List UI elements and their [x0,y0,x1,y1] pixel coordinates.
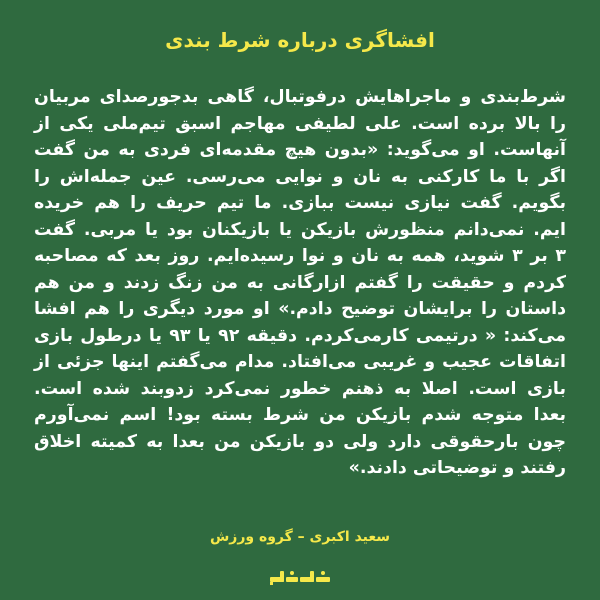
author-credit: سعید اکبری – گروه ورزش [209,529,391,545]
body-line: بازی است. اصلا به ذهنم خطور نمی‌کرد زدوبند شده است. [34,378,566,399]
body-line: ۳ بر ۳ شوید، همه به نان و نوا رسیده‌ایم. روز بعد که مصاحبه [34,246,566,266]
body-line: شرط‌بندی و ماجراهایش درفوتبال، گاهی بدجورصدای مربیان [34,87,566,107]
body-line: بگویم. گفت نیازی نیست ببازی. ما تیم حریف را هم خریده [34,193,566,213]
body-line: را بالا برده است. علی لطیفی مهاجم اسبق تیم‌ملی یکی از [34,113,566,134]
body-line: آنهاست. او می‌گوید: «بدون هیچ مقدمه‌ای فردی به من گفت [34,140,566,160]
article-body [34,84,566,482]
body-line: داستان را برایشان توضیح دادم.» او مورد دیگری را هم افشا [34,299,566,319]
body-line: رفتند و توضیحاتی دادند.» [348,458,566,478]
body-line: کردم و حقیقت را گفتم ازارگانی به من زنگ زدند و من هم [34,272,566,293]
body-line: اگر با ما کارکنی به نان و نوایی می‌رسی. عین جمله‌اش را [34,166,566,187]
jaam-e-jam-logo-icon [268,568,332,586]
body-line: می‌کند: « درتیمی کارمی‌کردم. دقیقه ۹۲ یا ۹۳ یا درطول بازی [34,325,567,346]
body-line: ایم. نمی‌دانم منظورش بازیکن یا بازیکنان بود یا مربی. گفت [34,219,566,240]
body-line: چون بارحقوقی دارد ولی دو بازیکن من بعدا به کمیته اخلاق [34,431,566,452]
body-line: بعدا متوجه شدم بازیکن من شرط بسته بود! اسم نمی‌آورم [34,405,566,425]
body-line: اتفاقات عجیب و غریبی می‌افتاد. مدام می‌گفتم اینها جزئی از [34,352,566,372]
headline: افشاگری درباره شرط بندی [165,28,435,52]
